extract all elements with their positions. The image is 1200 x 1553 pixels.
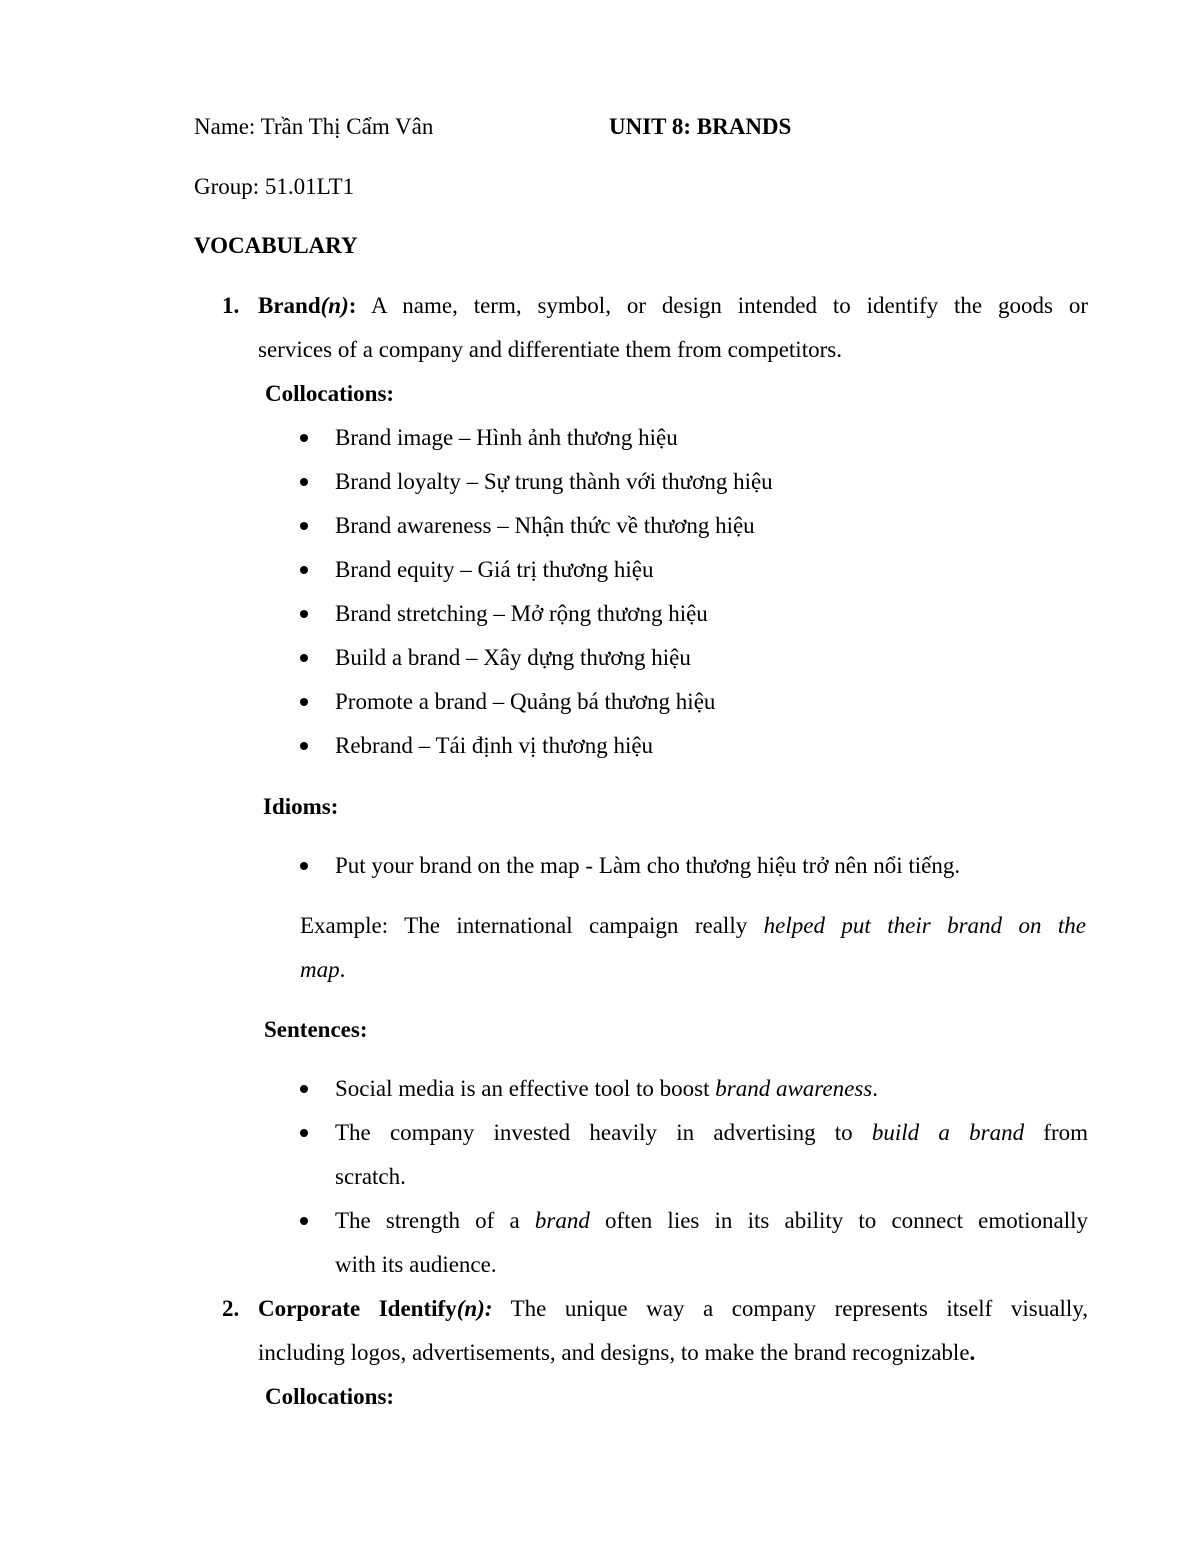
entry-colon: : bbox=[484, 1296, 493, 1321]
list-item: Brand awareness – Nhận thức về thương hiệu bbox=[335, 513, 755, 538]
definition-text: services of a company and differentiate them from competitors. bbox=[258, 337, 842, 362]
example-line-2 bbox=[300, 956, 345, 984]
list-item: Brand image – Hình ảnh thương hiệu bbox=[335, 425, 678, 450]
entry-term: Brand bbox=[258, 293, 321, 318]
sentences-heading: Sentences: bbox=[264, 1017, 368, 1042]
definition-text: including logos, advertisements, and designs, to make the brand recognizable bbox=[258, 1340, 970, 1365]
collocations-heading: Collocations: bbox=[265, 1384, 395, 1409]
bullet-icon bbox=[300, 1217, 308, 1225]
sentence-italic: brand bbox=[534, 1208, 590, 1233]
list-item: Brand loyalty – Sự trung thành với thương hiệu bbox=[335, 469, 773, 494]
entry-colon: : bbox=[348, 293, 357, 318]
bullet-icon bbox=[300, 434, 308, 442]
definition-text: A name, term, symbol, or design intended to identify the goods or bbox=[371, 293, 1088, 318]
example-italic: helped put their brand on the bbox=[763, 913, 1087, 938]
sentence-item bbox=[335, 1119, 1088, 1147]
group-label: Group: 51.01LT1 bbox=[194, 174, 355, 199]
definition-line-2 bbox=[258, 1339, 975, 1367]
unit-title: UNIT 8: BRANDS bbox=[609, 114, 792, 139]
example-end: . bbox=[339, 957, 346, 982]
bullet-icon bbox=[300, 610, 308, 618]
bullet-icon bbox=[300, 522, 308, 530]
example-italic: map bbox=[300, 957, 340, 982]
bullet-icon bbox=[300, 1129, 308, 1137]
bullet-icon bbox=[300, 654, 308, 662]
entry-pos: (n) bbox=[320, 293, 349, 318]
bullet-icon bbox=[300, 1085, 308, 1093]
sentence-continuation: scratch. bbox=[335, 1164, 406, 1189]
bullet-icon bbox=[300, 862, 308, 870]
bullet-icon bbox=[300, 478, 308, 486]
sentence-text: often lies in its ability to connect emotionally bbox=[605, 1208, 1089, 1233]
entry-term: Corporate Identify bbox=[258, 1296, 457, 1321]
list-item: Brand equity – Giá trị thương hiệu bbox=[335, 557, 654, 582]
idiom-item: Put your brand on the map - Làm cho thương hiệu trở nên nổi tiếng. bbox=[335, 853, 961, 878]
sentence-item bbox=[335, 1075, 878, 1103]
sentence-end: . bbox=[872, 1076, 878, 1101]
bullet-icon bbox=[300, 698, 308, 706]
list-item: Promote a brand – Quảng bá thương hiệu bbox=[335, 689, 716, 714]
list-item: Brand stretching – Mở rộng thương hiệu bbox=[335, 601, 708, 626]
sentence-italic: build a brand bbox=[871, 1120, 1025, 1145]
example-text: Example: The international campaign really bbox=[300, 913, 748, 938]
definition-end: . bbox=[969, 1340, 976, 1365]
sentence-text: The strength of a bbox=[335, 1208, 520, 1233]
entry-number: 1. bbox=[222, 293, 240, 318]
example-line bbox=[300, 912, 1086, 940]
sentence-text: Social media is an effective tool to boost bbox=[335, 1076, 710, 1101]
idioms-heading: Idioms: bbox=[263, 794, 339, 819]
section-title: VOCABULARY bbox=[194, 233, 358, 258]
entry-number: 2. bbox=[222, 1296, 240, 1321]
entry-definition-line bbox=[258, 1295, 1088, 1323]
collocations-heading: Collocations: bbox=[265, 381, 395, 406]
sentence-italic: brand awareness bbox=[715, 1076, 873, 1101]
sentence-continuation: with its audience. bbox=[335, 1252, 497, 1277]
list-item: Build a brand – Xây dựng thương hiệu bbox=[335, 645, 691, 670]
list-item: Rebrand – Tái định vị thương hiệu bbox=[335, 733, 654, 758]
sentence-text: The company invested heavily in advertising to bbox=[335, 1120, 853, 1145]
entry-pos: (n) bbox=[456, 1296, 485, 1321]
entry-definition-line bbox=[258, 292, 1088, 320]
bullet-icon bbox=[300, 566, 308, 574]
definition-text: The unique way a company represents itself visually, bbox=[510, 1296, 1088, 1321]
bullet-icon bbox=[300, 742, 308, 750]
student-name: Name: Trần Thị Cẩm Vân bbox=[194, 114, 434, 139]
sentence-text: from bbox=[1043, 1120, 1089, 1145]
sentence-item bbox=[335, 1207, 1088, 1235]
